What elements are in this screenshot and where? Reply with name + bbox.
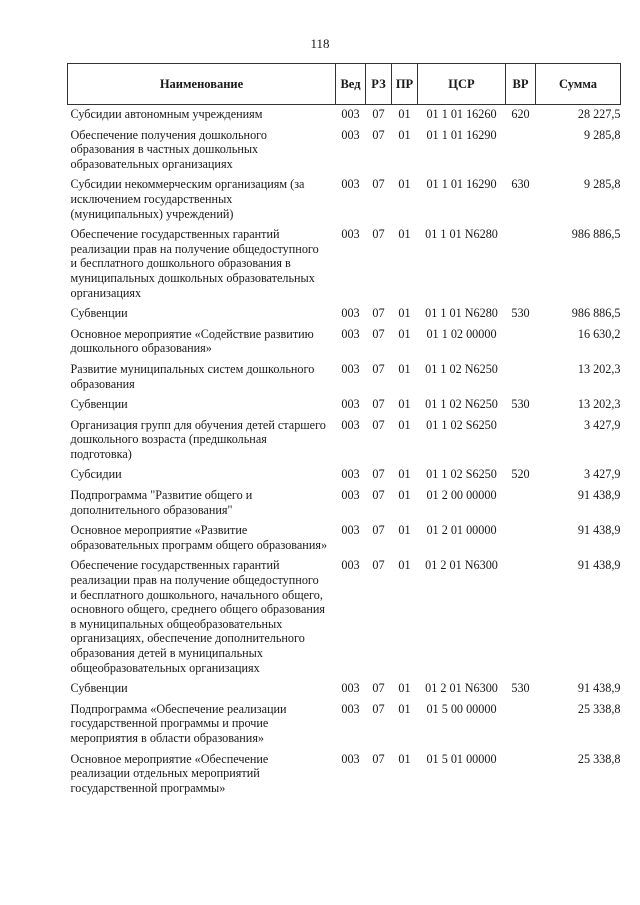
row-vr — [506, 225, 536, 304]
row-csr: 01 5 01 00000 — [426, 751, 497, 766]
table-row — [68, 175, 621, 225]
row-ved: 003 — [341, 523, 360, 538]
table-row — [68, 416, 621, 466]
row-sum: 25 338,8 — [577, 701, 621, 716]
row-name: Обеспечение государственных гарантий реализации прав на получение общедоступного и бесплатного дошкольного образования в муниципальных дошкольных образовательных организациях — [70, 227, 319, 300]
row-rz: 07 — [372, 701, 385, 716]
row-rz: 07 — [372, 107, 385, 121]
row-name: Субсидии — [70, 467, 122, 482]
table-row — [68, 521, 621, 556]
row-rz: 07 — [372, 227, 385, 242]
page-number: 118 — [310, 36, 330, 51]
table-row — [68, 304, 621, 325]
row-rz: 07 — [372, 127, 385, 142]
row-rz: 07 — [372, 361, 385, 376]
row-sum: 986 886,5 — [571, 227, 621, 242]
row-name: Субвенции — [70, 681, 128, 696]
row-rz: 07 — [372, 523, 385, 538]
row-pr: 01 — [398, 417, 411, 432]
row-name: Развитие муниципальных систем дошкольного образования — [70, 361, 315, 391]
row-csr: 01 1 02 S6250 — [426, 467, 497, 482]
table-row — [68, 465, 621, 486]
row-ved: 003 — [341, 227, 360, 242]
table-row — [68, 325, 621, 360]
row-name: Обеспечение получения дошкольного образования в частных дошкольных образовательных организациях — [70, 127, 267, 171]
table-row — [68, 556, 621, 679]
row-name: Организация групп для обучения детей старшего дошкольного возраста (предшкольная подготовка) — [70, 417, 326, 461]
header-csr: ЦСР — [418, 64, 506, 105]
row-sum: 3 427,9 — [583, 467, 621, 482]
row-rz: 07 — [372, 306, 385, 321]
table-row — [68, 700, 621, 750]
row-rz: 07 — [372, 177, 385, 192]
row-csr: 01 1 02 00000 — [426, 326, 497, 341]
budget-table — [67, 63, 621, 799]
row-csr: 01 2 01 N6300 — [425, 558, 498, 573]
row-pr: 01 — [398, 107, 411, 121]
table-row — [68, 395, 621, 416]
row-pr: 01 — [398, 681, 411, 696]
row-sum: 16 630,2 — [577, 326, 621, 341]
row-pr: 01 — [398, 751, 411, 766]
row-vr: 630 — [511, 177, 530, 192]
row-vr — [506, 750, 536, 800]
row-name: Субвенции — [70, 397, 128, 412]
row-pr: 01 — [398, 523, 411, 538]
row-rz: 07 — [372, 467, 385, 482]
row-ved: 003 — [341, 751, 360, 766]
row-ved: 003 — [341, 306, 360, 321]
header-vr: ВР — [506, 64, 536, 105]
row-vr — [506, 486, 536, 521]
row-name: Основное мероприятие «Развитие образовательных программ общего образования» — [70, 523, 328, 552]
row-csr: 01 5 00 00000 — [426, 701, 497, 716]
row-vr — [506, 126, 536, 176]
header-row — [68, 64, 621, 105]
row-sum: 91 438,9 — [577, 488, 621, 503]
row-pr: 01 — [398, 306, 411, 321]
row-pr: 01 — [398, 177, 411, 192]
row-sum: 9 285,8 — [583, 177, 621, 192]
row-ved: 003 — [341, 467, 360, 482]
row-rz: 07 — [372, 326, 385, 341]
row-ved: 003 — [341, 326, 360, 341]
row-ved: 003 — [341, 397, 360, 412]
row-sum: 91 438,9 — [577, 558, 621, 573]
row-sum: 986 886,5 — [571, 306, 621, 321]
row-ved: 003 — [341, 417, 360, 432]
row-pr: 01 — [398, 361, 411, 376]
row-ved: 003 — [341, 361, 360, 376]
row-sum: 13 202,3 — [577, 361, 621, 376]
row-ved: 003 — [341, 177, 360, 192]
header-rz: РЗ — [366, 64, 392, 105]
row-csr: 01 2 00 00000 — [426, 488, 497, 503]
row-vr — [506, 556, 536, 679]
table-row — [68, 105, 621, 126]
table-row — [68, 126, 621, 176]
row-ved: 003 — [341, 488, 360, 503]
row-csr: 01 1 02 N6250 — [425, 397, 498, 412]
row-name: Основное мероприятие «Обеспечение реализации отдельных мероприятий государственной программы» — [70, 751, 269, 795]
row-rz: 07 — [372, 417, 385, 432]
row-csr: 01 2 01 00000 — [426, 523, 497, 538]
table-body — [68, 105, 621, 800]
row-name: Субсидии автономным учреждениям — [70, 107, 263, 121]
row-csr: 01 1 01 N6280 — [425, 227, 498, 242]
row-vr: 520 — [511, 467, 530, 482]
table-row — [68, 486, 621, 521]
row-sum: 25 338,8 — [577, 751, 621, 766]
row-pr: 01 — [398, 701, 411, 716]
table-header — [68, 64, 621, 105]
row-vr: 530 — [511, 397, 530, 412]
row-vr — [506, 700, 536, 750]
row-csr: 01 1 01 16290 — [426, 177, 497, 192]
row-csr: 01 1 01 16290 — [426, 127, 497, 142]
row-ved: 003 — [341, 127, 360, 142]
row-vr — [506, 416, 536, 466]
row-vr: 530 — [511, 681, 530, 696]
row-sum: 91 438,9 — [577, 681, 621, 696]
header-ved: Вед — [336, 64, 366, 105]
table-row — [68, 750, 621, 800]
row-name: Подпрограмма "Развитие общего и дополнительного образования" — [70, 488, 253, 517]
header-pr: ПР — [392, 64, 418, 105]
row-vr: 620 — [511, 107, 530, 121]
table-row — [68, 225, 621, 304]
header-sum: Сумма — [536, 64, 621, 105]
row-sum: 3 427,9 — [583, 417, 621, 432]
row-name: Основное мероприятие «Содействие развитию дошкольного образования» — [70, 326, 314, 356]
row-name: Обеспечение государственных гарантий реализации прав на получение общедоступного и бесплатного дошкольного, начального общего, основного общего, среднего общего образования в муниципальных общеобразовательных организациях, обеспечение дополнительного образования детей в муниципальных общеобразовательных организациях — [70, 558, 326, 675]
row-name: Подпрограмма «Обеспечение реализации государственной программы и прочие мероприятия в области образования» — [70, 701, 287, 745]
row-pr: 01 — [398, 227, 411, 242]
row-pr: 01 — [398, 397, 411, 412]
row-name: Субвенции — [70, 306, 128, 321]
row-pr: 01 — [398, 467, 411, 482]
row-rz: 07 — [372, 488, 385, 503]
row-sum: 13 202,3 — [577, 397, 621, 412]
row-csr: 01 1 02 S6250 — [426, 417, 497, 432]
row-rz: 07 — [372, 558, 385, 573]
row-rz: 07 — [372, 681, 385, 696]
row-pr: 01 — [398, 127, 411, 142]
row-pr: 01 — [398, 326, 411, 341]
row-csr: 01 1 01 16260 — [426, 107, 497, 121]
row-sum: 9 285,8 — [583, 127, 621, 142]
row-ved: 003 — [341, 558, 360, 573]
row-rz: 07 — [372, 397, 385, 412]
row-pr: 01 — [398, 558, 411, 573]
row-csr: 01 1 01 N6280 — [425, 306, 498, 321]
row-ved: 003 — [341, 681, 360, 696]
row-sum: 91 438,9 — [577, 523, 621, 538]
row-csr: 01 2 01 N6300 — [425, 681, 498, 696]
row-rz: 07 — [372, 751, 385, 766]
table-row — [68, 679, 621, 700]
row-pr: 01 — [398, 488, 411, 503]
row-ved: 003 — [341, 107, 360, 121]
row-vr — [506, 325, 536, 360]
table-row — [68, 360, 621, 395]
row-csr: 01 1 02 N6250 — [425, 361, 498, 376]
row-sum: 28 227,5 — [577, 107, 621, 121]
row-ved: 003 — [341, 701, 360, 716]
row-name: Субсидии некоммерческим организациям (за исключением государственных (муниципальных) учреждений) — [70, 177, 305, 221]
header-name: Наименование — [68, 64, 336, 105]
row-vr — [506, 360, 536, 395]
row-vr: 530 — [511, 306, 530, 321]
row-vr — [506, 521, 536, 556]
